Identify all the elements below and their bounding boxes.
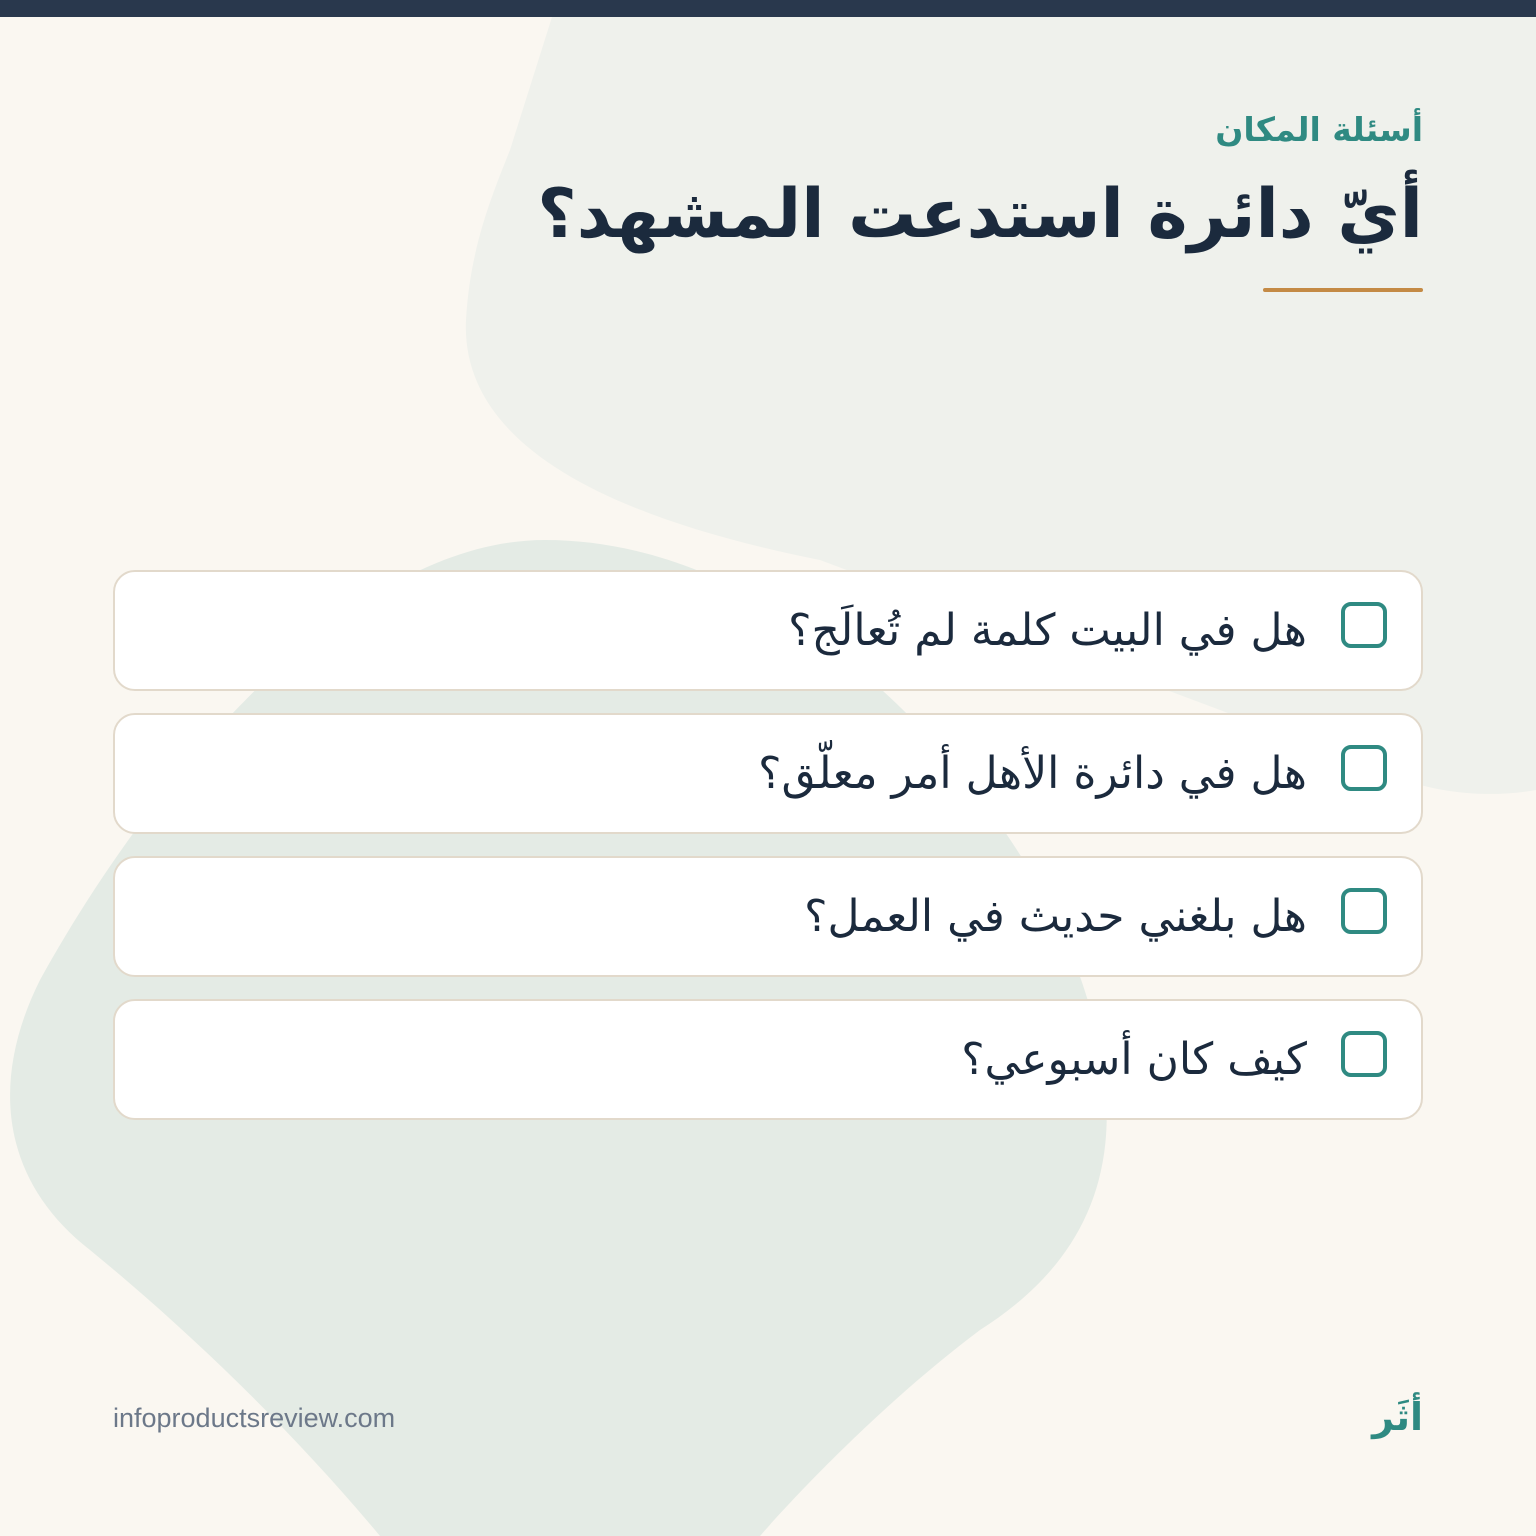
header	[523, 108, 1423, 258]
brand-logo: أثَر	[1372, 1395, 1423, 1439]
option-card[interactable]	[113, 856, 1423, 977]
option-card[interactable]	[113, 713, 1423, 834]
checkbox-icon[interactable]	[1341, 602, 1387, 648]
checkbox-icon[interactable]	[1341, 1031, 1387, 1077]
footer-url: infoproductsreview.com	[113, 1403, 396, 1433]
option-label: كيف كان أسبوعي؟	[961, 1033, 1307, 1085]
title-underline	[1263, 288, 1423, 292]
options-list	[113, 570, 1423, 1142]
page-title: أيّ دائرة استدعت المشهد؟	[537, 175, 1423, 254]
option-label: هل في البيت كلمة لم تُعالَج؟	[788, 604, 1307, 656]
eyebrow-label: أسئلة المكان	[1215, 110, 1423, 149]
option-label: هل في دائرة الأهل أمر معلّق؟	[758, 747, 1307, 799]
top-bar	[0, 0, 1536, 17]
checkbox-icon[interactable]	[1341, 745, 1387, 791]
option-card[interactable]	[113, 999, 1423, 1120]
option-card[interactable]	[113, 570, 1423, 691]
checkbox-icon[interactable]	[1341, 888, 1387, 934]
option-label: هل بلغني حديث في العمل؟	[804, 890, 1307, 942]
